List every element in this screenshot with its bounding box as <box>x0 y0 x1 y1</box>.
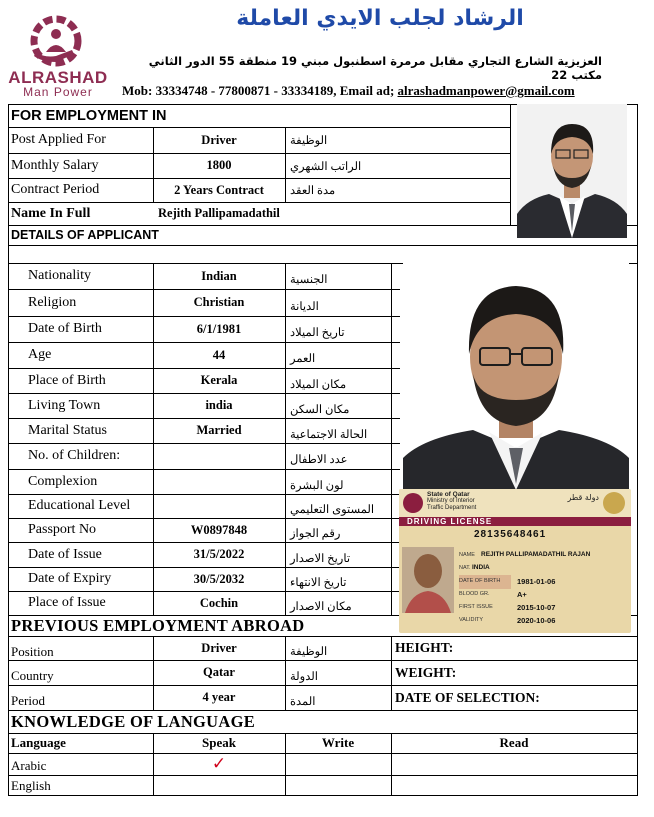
prev-period-label: Period <box>11 693 45 708</box>
weight-label: WEIGHT: <box>395 664 457 680</box>
children-arabic: عدد الاطفال <box>290 454 348 466</box>
complexion-value <box>153 469 285 494</box>
issue-date-arabic: تاريخ الاصدار <box>290 552 351 565</box>
prev-period-value: 4 year <box>202 690 236 704</box>
expiry-date-label: Date of Expiry <box>28 571 112 586</box>
company-logo <box>22 12 90 70</box>
complexion-arabic: لون البشرة <box>290 479 344 492</box>
email-link[interactable]: alrashadmanpower@gmail.com <box>397 83 575 98</box>
expiry-date-arabic: تاريخ الانتهاء <box>290 577 347 589</box>
monthly-salary-value: 1800 <box>206 158 232 172</box>
logo-name: ALRASHAD <box>8 68 108 87</box>
license-blood-label: BLOOD GR. <box>459 591 490 597</box>
license-ministry: Ministry of Interior <box>427 498 475 504</box>
religion-label: Religion <box>28 294 77 310</box>
education-arabic: المستوى التعليمي <box>290 504 375 516</box>
marital-status-label: Marital Status <box>28 422 107 438</box>
contract-period-arabic: مدة العقد <box>290 185 336 197</box>
living-town-arabic: مكان السكن <box>290 403 350 416</box>
license-nationality: INDIA <box>472 564 490 571</box>
post-applied-value: Driver <box>201 132 237 147</box>
language-english: English <box>11 778 51 793</box>
prev-country-arabic: الدولة <box>290 670 318 683</box>
nationality-value: Indian <box>201 268 237 283</box>
driving-license-card <box>399 489 631 633</box>
post-applied-arabic: الوظيفة <box>290 135 328 147</box>
full-name-value: Rejith Pallipamadathil <box>158 206 280 220</box>
marital-status-value: Married <box>196 423 242 437</box>
children-label: No. of Children: <box>28 448 121 463</box>
dob-label: Date of Birth <box>28 321 102 336</box>
expiry-date-value: 30/5/2032 <box>193 571 245 586</box>
dob-arabic: تاريخ الميلاد <box>290 327 345 339</box>
age-arabic: العمر <box>290 353 316 365</box>
religion-arabic: الديانة <box>290 300 319 313</box>
license-department: Traffic Department <box>427 505 477 511</box>
license-first-issue-label: FIRST ISSUE <box>459 604 493 610</box>
complexion-label: Complexion <box>28 473 98 489</box>
education-label: Educational Level <box>28 498 131 513</box>
monthly-salary-label: Monthly Salary <box>11 157 99 173</box>
post-applied-label: Post Applied For <box>11 132 106 147</box>
license-nat-label: NAT. <box>459 565 471 571</box>
monthly-salary-arabic: الراتب الشهري <box>290 160 362 173</box>
contract-period-value: 2 Years Contract <box>174 182 264 197</box>
passport-no-label: Passport No <box>28 522 97 537</box>
contract-period-label: Contract Period <box>11 182 100 197</box>
section-title-language: KNOWLEDGE OF LANGUAGE <box>11 711 256 731</box>
section-title-employment: FOR EMPLOYMENT IN <box>11 107 167 124</box>
issue-date-value: 31/5/2022 <box>193 547 245 561</box>
applicant-photo-large <box>403 262 629 490</box>
company-title-arabic: الرشاد لجلب الايدي العاملة <box>236 6 524 31</box>
issue-date-label: Date of Issue <box>28 546 102 562</box>
arabic-speak-check: ✓ <box>211 754 227 774</box>
license-blood: A+ <box>517 590 527 599</box>
place-of-issue-label: Place of Issue <box>28 595 106 610</box>
section-title-applicant: DETAILS OF APPLICANT <box>11 228 159 242</box>
section-title-previous: PREVIOUS EMPLOYMENT ABROAD <box>11 615 305 635</box>
applicant-photo-small <box>517 104 627 238</box>
license-validity: 2020-10-06 <box>517 616 556 625</box>
license-state: State of Qatar <box>427 491 470 498</box>
marital-status-arabic: الحالة الاجتماعية <box>290 428 368 441</box>
prev-country-label: Country <box>11 668 54 683</box>
prev-period-arabic: المدة <box>290 695 316 708</box>
age-value: 44 <box>212 347 226 362</box>
license-validity-label: VALIDITY <box>459 617 484 623</box>
age-label: Age <box>28 347 52 362</box>
license-card-title: DRIVING LICENSE <box>407 517 493 526</box>
place-of-issue-arabic: مكان الاصدار <box>290 601 352 613</box>
language-arabic: Arabic <box>11 758 47 773</box>
logo-subtitle: Man Power <box>23 85 93 99</box>
license-name: REJITH PALLIPAMADATHIL RAJAN <box>481 551 591 558</box>
license-first-issue: 2015-10-07 <box>517 603 556 612</box>
religion-value: Christian <box>193 295 245 309</box>
place-of-birth-label: Place of Birth <box>28 372 106 388</box>
write-header: Write <box>321 735 355 750</box>
children-value <box>153 443 285 469</box>
license-name-label: NAME <box>459 552 475 558</box>
license-number: 28135648461 <box>474 529 547 540</box>
prev-country-value: Qatar <box>203 665 235 679</box>
prev-position-value: Driver <box>201 640 237 655</box>
passport-no-value: W0897848 <box>190 522 248 537</box>
living-town-value: india <box>205 398 233 412</box>
english-speak-value <box>153 775 285 795</box>
nationality-label: Nationality <box>28 268 91 283</box>
speak-header: Speak <box>202 735 236 750</box>
nationality-arabic: الجنسية <box>290 274 328 286</box>
prev-position-arabic: الوظيفة <box>290 646 328 658</box>
license-country-arabic: دولة قطر <box>567 493 599 502</box>
language-header: Language <box>11 735 66 750</box>
contact-line <box>122 83 575 99</box>
company-address-arabic: العزيزية الشارع التجاري مقابل مرمرة اسطنبول مبني 19 منطقة 55 الدور الثاني مكتب 22 <box>148 54 602 82</box>
place-of-birth-value: Kerala <box>200 373 238 387</box>
passport-no-arabic: رقم الجواز <box>290 528 341 540</box>
full-name-label: Name In Full <box>11 205 91 221</box>
selection-date-label: DATE OF SELECTION: <box>395 689 540 705</box>
height-label: HEIGHT: <box>395 640 454 655</box>
license-dob: 1981-01-06 <box>517 577 556 586</box>
education-value <box>153 494 285 518</box>
living-town-label: Living Town <box>28 397 101 413</box>
read-header: Read <box>499 735 529 750</box>
dob-value: 6/1/1981 <box>196 321 242 336</box>
prev-position-label: Position <box>11 644 54 659</box>
contact-phones: Mob: 33334748 - 77800871 - 33334189, Email ad; <box>122 83 398 98</box>
license-dob-label: DATE OF BIRTH <box>459 578 501 584</box>
place-of-birth-arabic: مكان الميلاد <box>290 378 347 391</box>
place-of-issue-value: Cochin <box>199 595 239 610</box>
